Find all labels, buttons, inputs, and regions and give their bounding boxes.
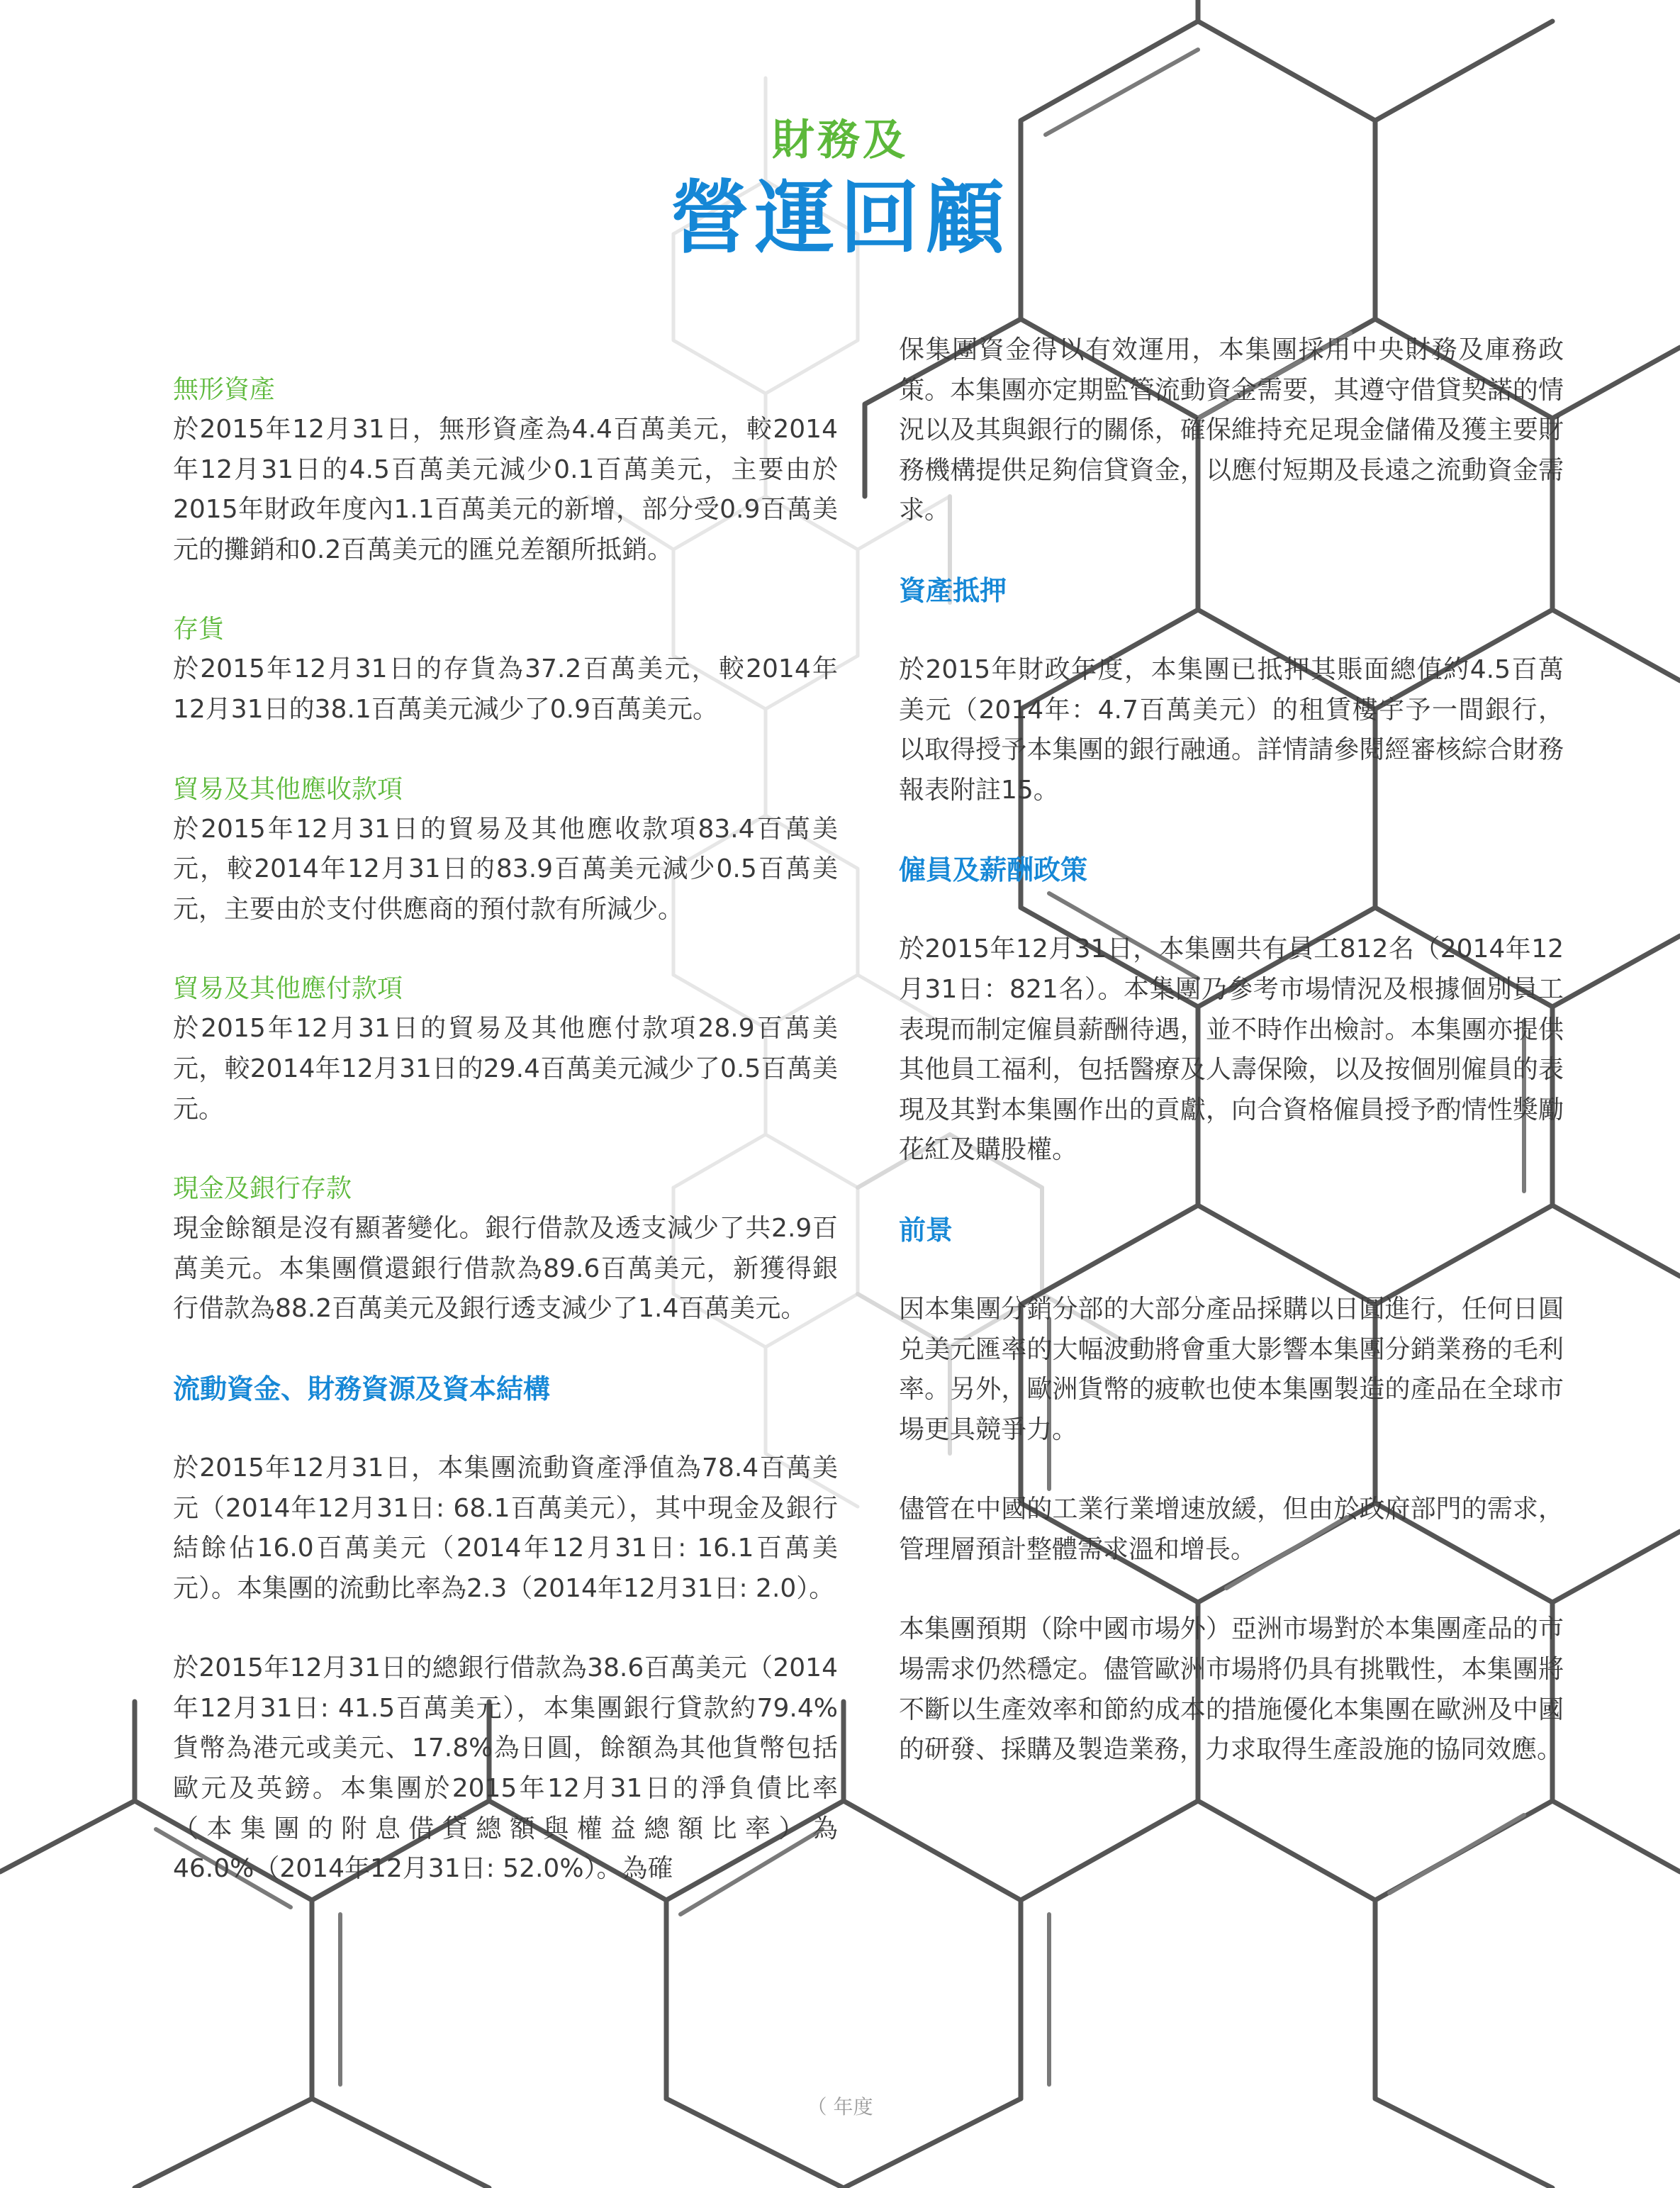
body-outlook-2: 儘管在中國的工業行業增速放緩，但由於政府部門的需求，管理層預計整體需求溫和增長。	[899, 1495, 1564, 1564]
title-line1: 財務及	[772, 116, 908, 165]
body-payables: 於2015年12月31日的貿易及其他應付款項28.9百萬美元，較2014年12月31日的29.4百萬美元減少了0.5百萬美元。	[173, 1014, 838, 1124]
body-employees: 於2015年12月31日，本集團共有員工812名（2014年12月31日：821名）。本集團乃參考市場情況及根據個別員工表現而制定僱員薪酬待遇，並不時作出檢討。本集團亦提供其他員工福利，包括醫療及人壽保險，以及按個別僱員的表現及其對本集團作出的貢獻，向合資格僱員授予酌情性獎勵花紅及購股權。	[899, 934, 1564, 1165]
section-payables	[173, 969, 838, 1129]
heading-intangible: 無形資產	[173, 375, 276, 404]
heading-employees: 僱員及薪酬政策	[899, 854, 1088, 886]
heading-outlook: 前景	[899, 1214, 953, 1246]
section-cash	[173, 1169, 838, 1329]
section-outlook	[899, 1210, 1564, 1770]
heading-cash: 現金及銀行存款	[173, 1174, 352, 1204]
heading-receivables: 貿易及其他應收款項	[173, 774, 403, 804]
right-column	[899, 330, 1564, 1770]
body-outlook-3: 本集團預期（除中國市場外）亞洲市場對於本集團產品的市場需求仍然穩定。儘管歐洲市場將仍具有挑戰性，本集團將不斷以生產效率和節約成本的措施優化本集團在歐洲及中國的研發、採購及製造業務，力求取得生產設施的協同效應。	[899, 1614, 1564, 1765]
section-pledge	[899, 571, 1564, 810]
page-footer: （ 年度	[807, 2095, 873, 2119]
body-liquidity-continued: 保集團資金得以有效運用，本集團採用中央財務及庫務政策。本集團亦定期監管流動資金需要，其遵守借貸契諾的情況以及其與銀行的關係，確保維持充足現金儲備及獲主要財務機構提供足夠信貸資金，以應付短期及長遠之流動資金需求。	[899, 335, 1564, 525]
heading-inventory: 存貨	[173, 615, 225, 644]
section-employees	[899, 850, 1564, 1171]
body-inventory: 於2015年12月31日的存貨為37.2百萬美元，較2014年12月31日的38.1百萬美元減少了0.9百萬美元。	[173, 654, 838, 724]
title-line2: 營運回顧	[670, 172, 1010, 264]
body-outlook-1: 因本集團分銷分部的大部分產品採購以日圓進行，任何日圓兑美元匯率的大幅波動將會重大影響本集團分銷業務的毛利率。另外，歐洲貨幣的疲軟也使本集團製造的產品在全球市場更具競爭力。	[899, 1294, 1564, 1444]
body-cash: 現金餘額是沒有顯著變化。銀行借款及透支減少了共2.9百萬美元。本集團償還銀行借款為89.6百萬美元，新獲得銀行借款為88.2百萬美元及銀行透支減少了1.4百萬美元。	[173, 1214, 838, 1324]
body-pledge: 於2015年財政年度，本集團已抵押其賬面總值約4.5百萬美元（2014年：4.7百萬美元）的租賃樓宇予一間銀行，以取得授予本集團的銀行融通。詳情請參閱經審核綜合財務報表附註15。	[899, 654, 1564, 805]
body-intangible: 於2015年12月31日，無形資產為4.4百萬美元，較2014年12月31日的4.5百萬美元減少0.1百萬美元，主要由於2015年財政年度內1.1百萬美元的新增，部分受0.9百萬美元的攤銷和0.2百萬美元的匯兑差額所抵銷。	[173, 415, 838, 564]
left-column	[173, 370, 838, 1890]
heading-pledge: 資產抵押	[899, 574, 1007, 606]
section-intangible	[173, 370, 838, 570]
body-liquidity-2: 於2015年12月31日的總銀行借款為38.6百萬美元（2014年12月31日: 41.5百萬美元），本集團銀行貸款約79.4%貨幣為港元或美元、17.8%為日圓，餘額為其他貨幣包括歐元及英鎊。本集團於2015年12月31日的淨負債比率（本集團的附息借貸總額與權益總額比率）為46.0%（2014年12月31日: 52.0%）。為確	[173, 1653, 838, 1884]
heading-liquidity: 流動資金、財務資源及資本結構	[173, 1373, 551, 1405]
heading-payables: 貿易及其他應付款項	[173, 974, 403, 1004]
section-liquidity	[173, 1369, 838, 1890]
section-inventory	[173, 610, 838, 730]
section-receivables	[173, 770, 838, 930]
body-liquidity-1: 於2015年12月31日，本集團流動資產淨值為78.4百萬美元（2014年12月31日: 68.1百萬美元），其中現金及銀行結餘佔16.0百萬美元（2014年12月31日: 16.1百萬美元）。本集團的流動比率為2.3（2014年12月31日: 2.0）。	[173, 1453, 838, 1603]
body-receivables: 於2015年12月31日的貿易及其他應收款項83.4百萬美元，較2014年12月31日的83.9百萬美元減少0.5百萬美元，主要由於支付供應商的預付款有所減少。	[173, 814, 838, 924]
